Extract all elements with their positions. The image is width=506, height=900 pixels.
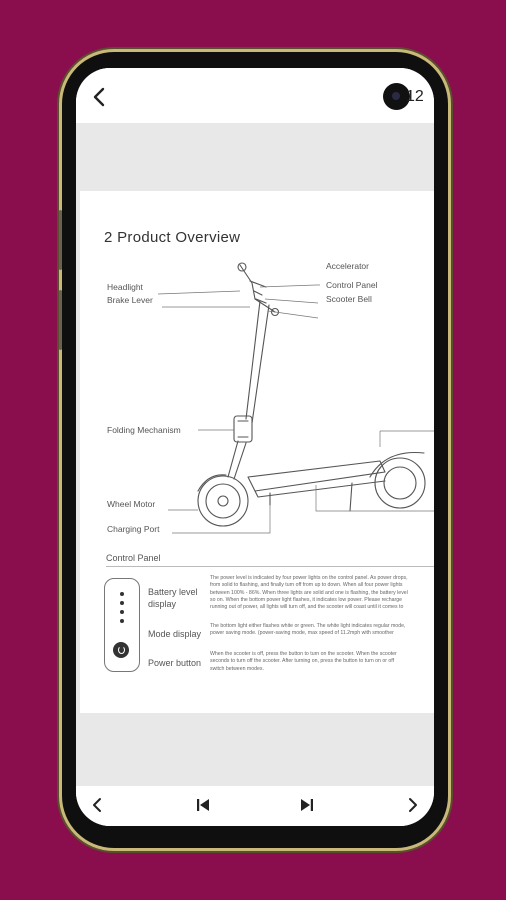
skip-next-icon[interactable] [298,796,316,814]
top-app-bar [76,68,434,123]
document-page [80,191,434,713]
phone-side-button [59,290,62,350]
page-heading: 2 Product Overview [104,229,241,246]
label-headlight: Headlight [107,282,143,292]
feature-battery-level: Battery level display [148,587,198,609]
battery-light [120,592,124,596]
back-arrow-icon[interactable] [90,86,110,108]
page-navigation-bar [76,786,434,826]
divider [106,566,434,567]
chevron-left-icon[interactable] [89,796,107,814]
battery-light [120,601,124,605]
feature-power-button: Power button [148,658,202,668]
page-count: 12 [406,88,424,105]
label-scooter-bell: Scooter Bell [326,294,372,304]
power-description: When the scooter is off, press the button to turn on the scooter. When the scooter seconds to turn off the scooter. After turning on, press the button to turn on or off switch between modes. [210,651,397,672]
feature-mode-display: Mode display [148,629,202,639]
scooter-diagram [80,191,434,551]
control-panel-illustration [104,578,140,672]
mode-description: The bottom light either flashes white or green. The white light indicates regular mode, power saving mode. (power-saving mode, max speed of 11.2mph with smoother [210,623,406,637]
label-folding-mechanism: Folding Mechanism [107,425,181,435]
chevron-right-icon[interactable] [403,796,421,814]
power-icon [113,642,129,658]
label-wheel-motor: Wheel Motor [107,499,156,509]
skip-previous-icon[interactable] [194,796,212,814]
phone-screen [76,68,434,826]
control-panel-title: Control Panel [106,553,161,563]
battery-description: The power level is indicated by four power lights on the control panel. As power drops, from solid to flashing, and finally turn off from up to down. When all four power lights between 100% - 86%. When three lights are solid and one is flashing, the battery level so on. When the bottom power light flashes, it indicates low power. Please recharge running out of power, all lights will turn off, and the scooter will coast until it comes to [210,575,408,611]
battery-light [120,610,124,614]
label-charging-port: Charging Port [107,524,160,534]
label-control-panel: Control Panel [326,280,378,290]
label-accelerator: Accelerator [326,261,369,271]
phone-side-button [59,210,62,270]
battery-light [120,619,124,623]
document-viewer[interactable] [76,123,434,786]
label-brake-lever: Brake Lever [107,295,153,305]
